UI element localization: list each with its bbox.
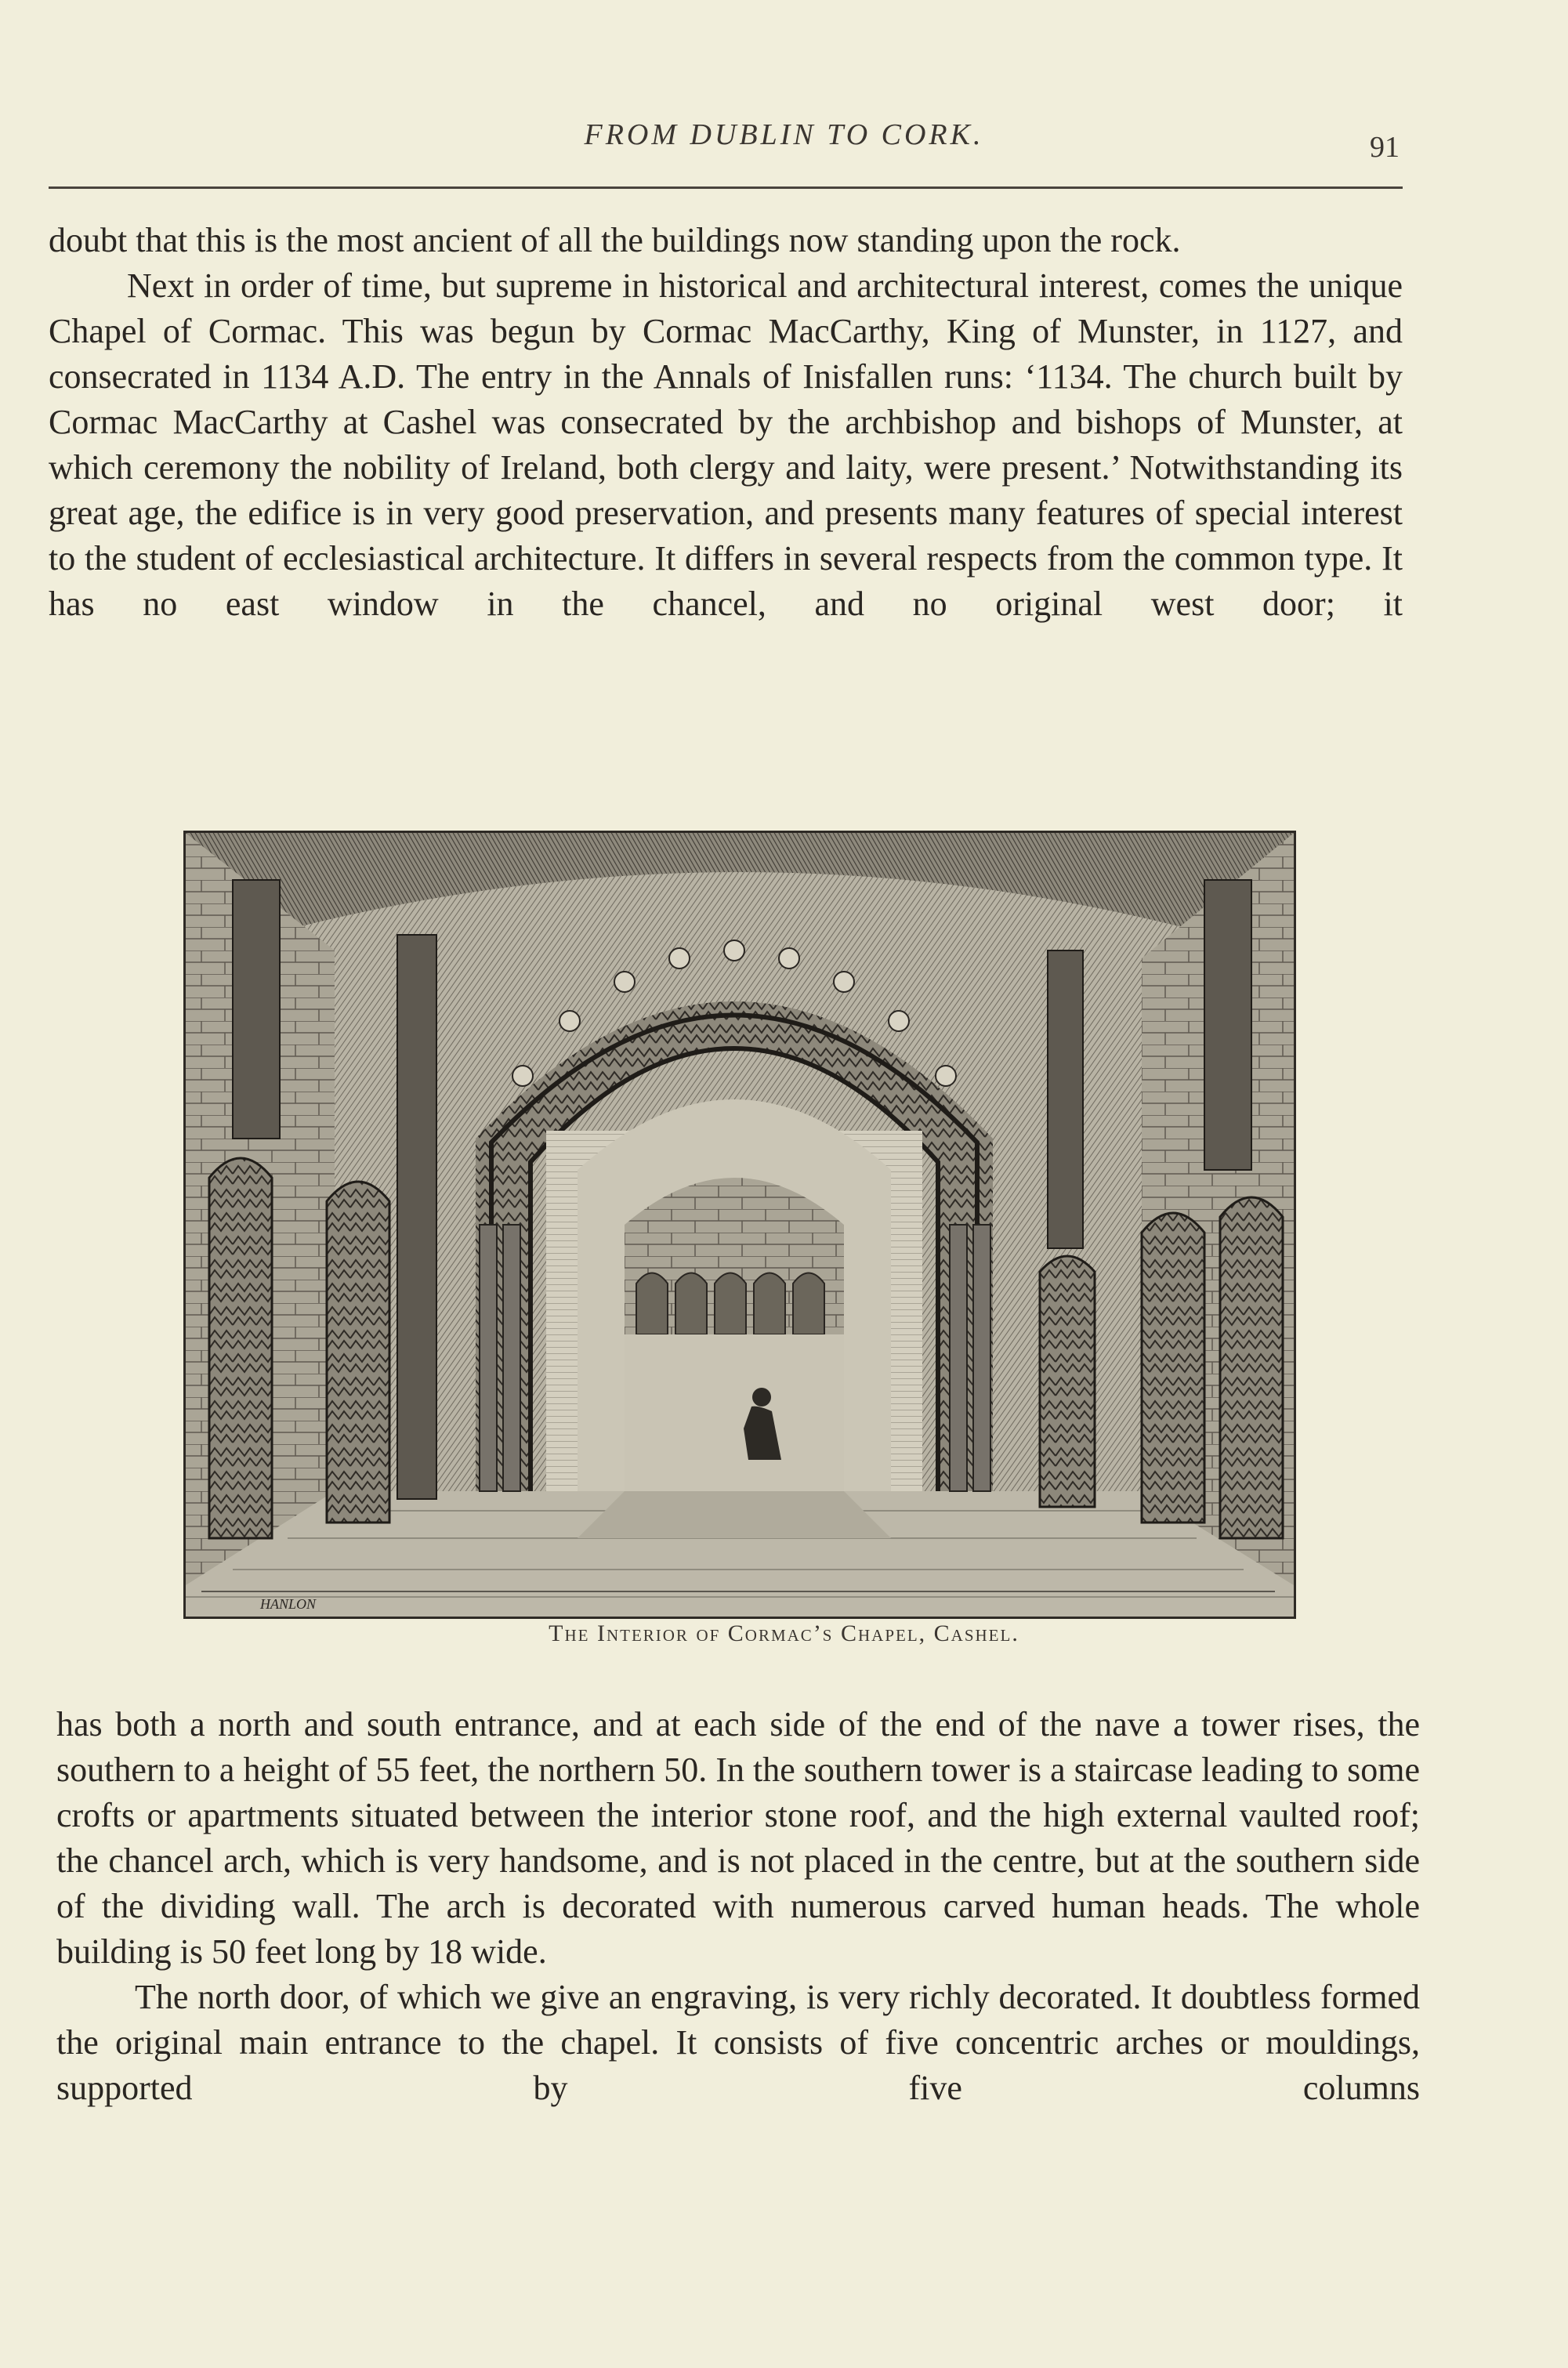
paragraph-north-door: The north door, of which we give an engraving, is very richly decorated. It doubtless formed the original main entrance to the chapel. It consists of five concentric arches or mouldings, supported by five columns bbox=[56, 1978, 1420, 2107]
engraver-signature: HANLON bbox=[260, 1596, 317, 1612]
engraving-chapel-interior bbox=[183, 831, 1296, 1619]
figure-caption: The Interior of Cormac’s Chapel, Cashel. bbox=[549, 1620, 1019, 1646]
paragraph-towers: has both a north and south entrance, and at each side of the end of the nave a tower rises, the southern to a height of 55 feet, the northern 50. In the southern tower is a staircase leading to some crofts or apartments situated between the interior stone roof, and the high external vaulted roof; the chancel arch, which is very handsome, and is not placed in the centre, but at the southern side of the dividing wall. The arch is decorated with numerous carved human heads. The whole building is 50 feet long by 18 wide. bbox=[56, 1705, 1420, 1971]
paragraph-cormac-chapel: Next in order of time, but supreme in historical and architectural interest, comes the unique Chapel of Cormac. This was begun by Cormac MacCarthy, King of Munster, in 1127, and consecrated in 1134 A.D. The entry in the Annals of Inisfallen runs: ‘1134. The church built by Cormac MacCarthy at Cashel was consecrated by the archbishop and bishops of Munster, at which ceremony the nobility of Ireland, both clergy and laity, were present.’ Notwithstanding its great age, the edifice is in very good preservation, and presents many features of special interest to the student of ecclesiastical architecture. It differs in several respects from the common type. It has no east window in the chancel, and no original west door; it bbox=[49, 266, 1403, 623]
page-number: 91 bbox=[1370, 131, 1400, 164]
paragraph-continuation: doubt that this is the most ancient of all the buildings now standing upon the rock. bbox=[49, 221, 1181, 259]
bottom-text-block bbox=[56, 1702, 1420, 2111]
header-rule bbox=[49, 186, 1403, 189]
top-text-block bbox=[49, 218, 1403, 627]
running-head: FROM DUBLIN TO CORK. bbox=[584, 118, 984, 151]
